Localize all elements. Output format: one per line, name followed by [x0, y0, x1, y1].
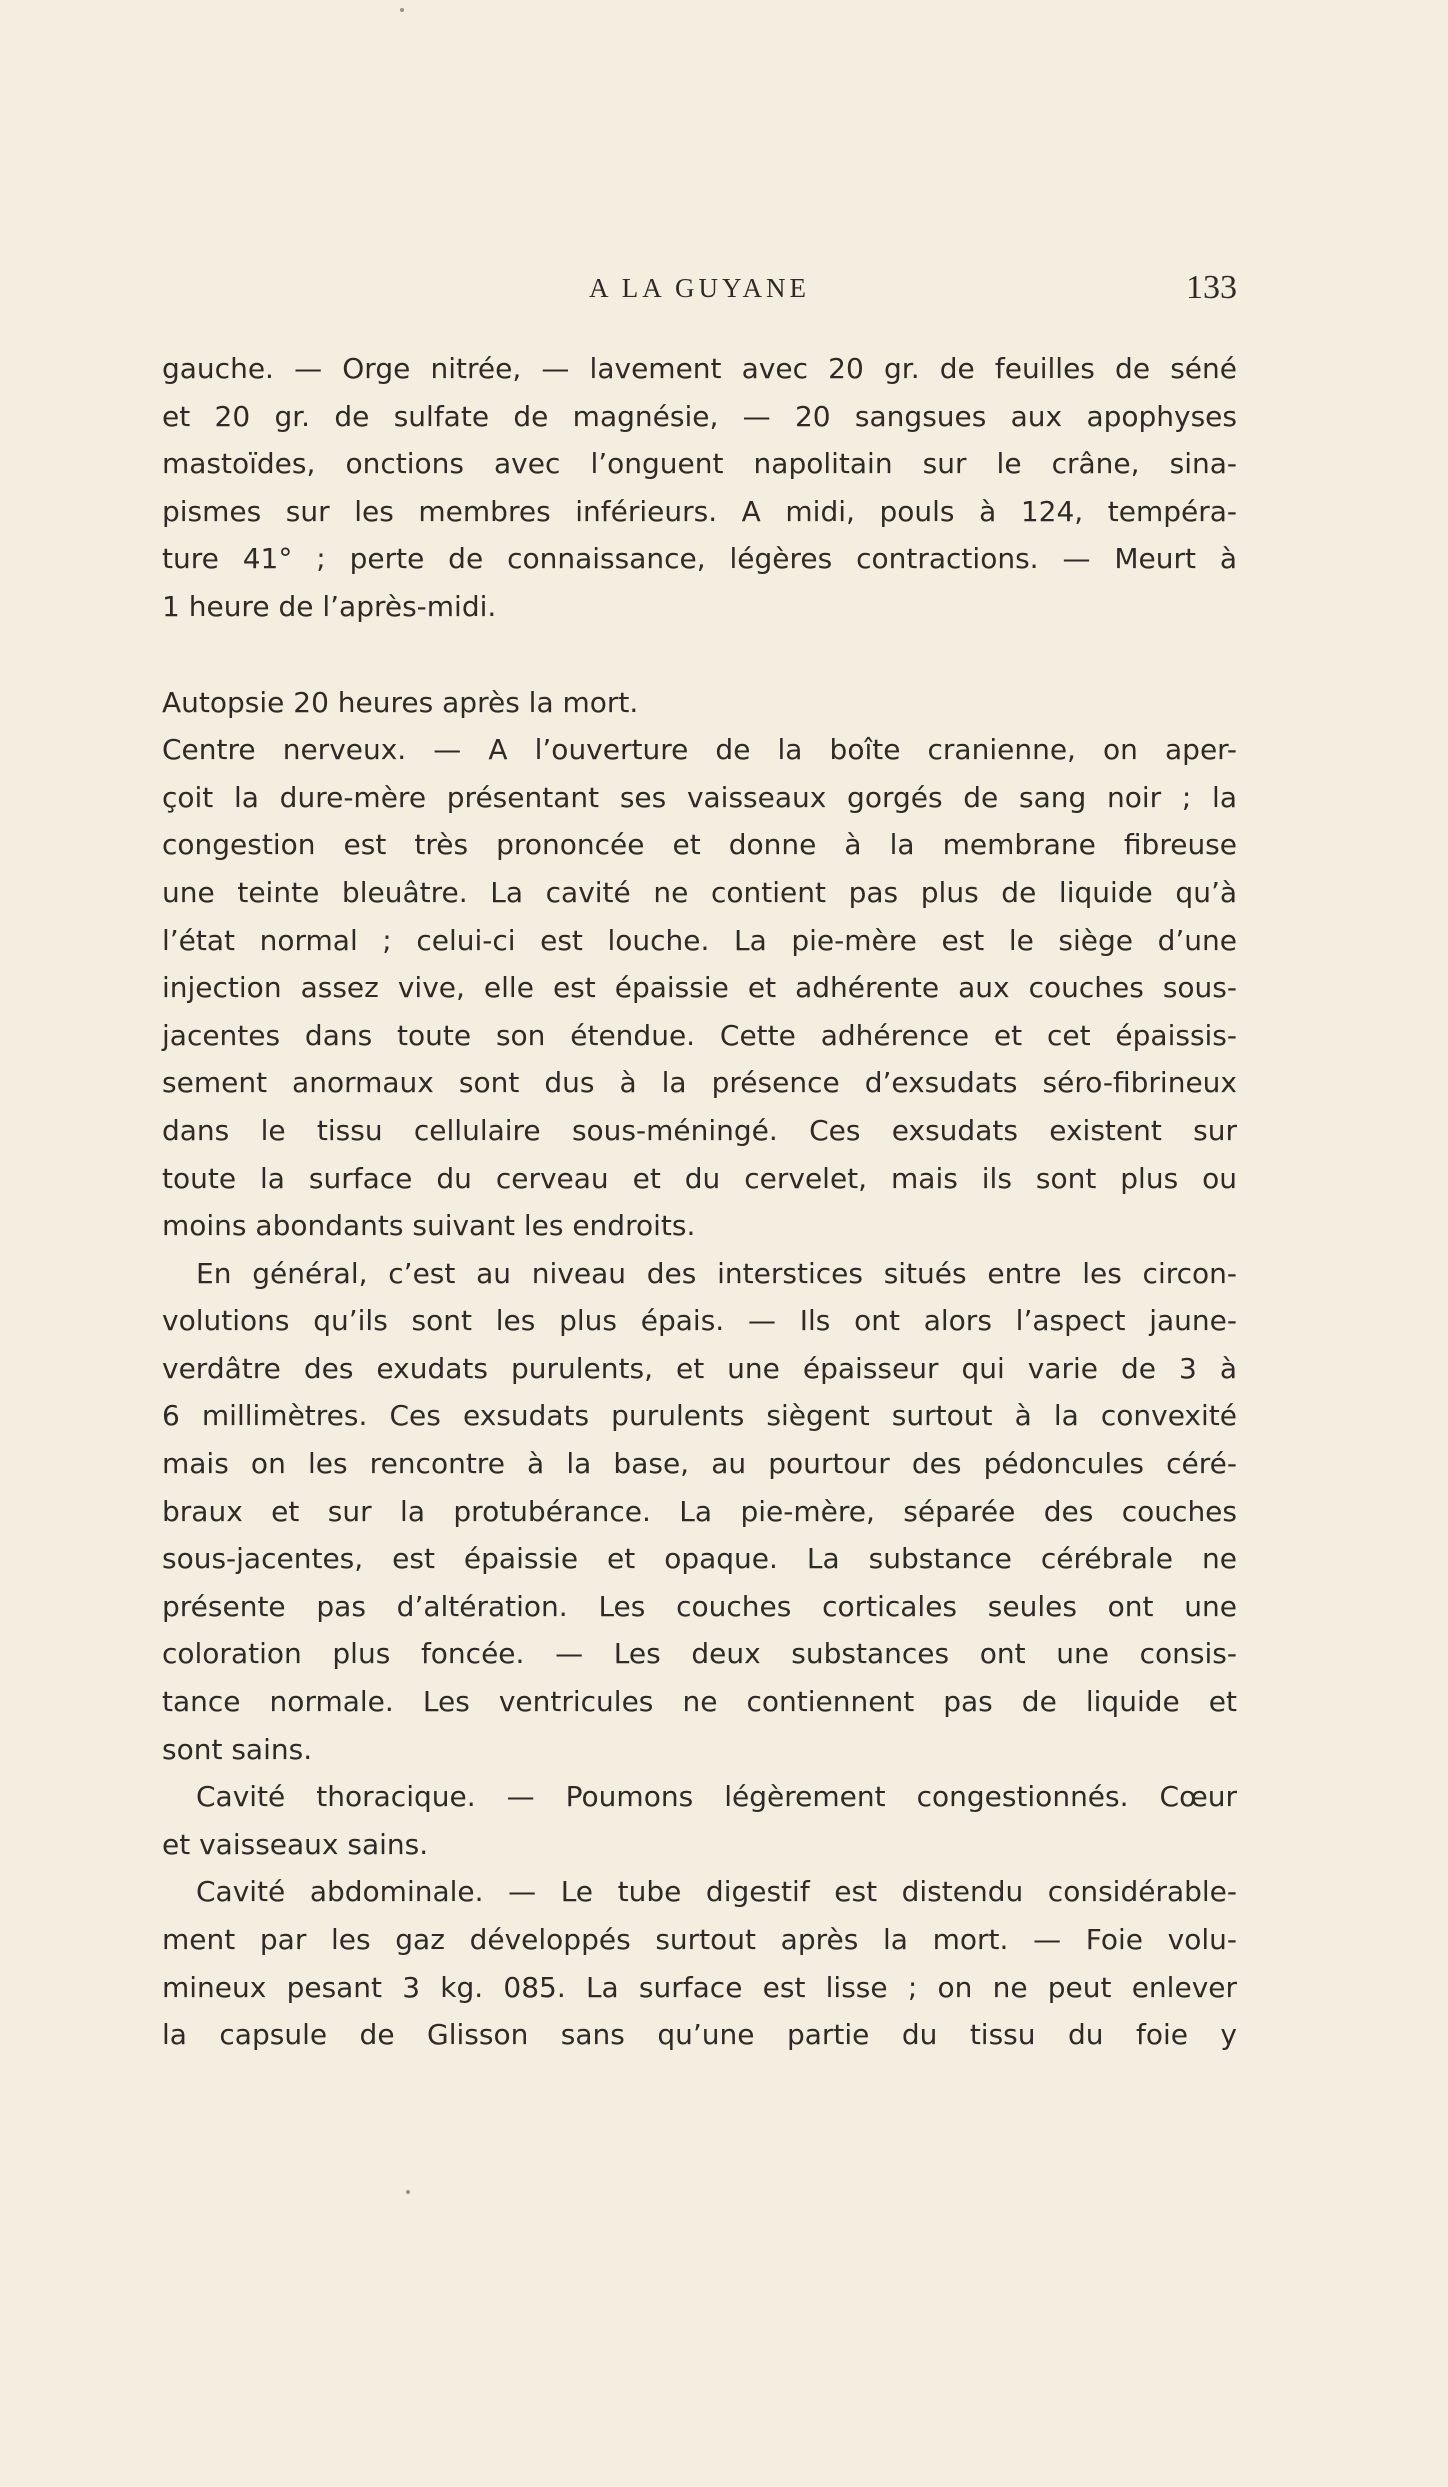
text-line: injection assez vive, elle est épaissie et adhérente aux couches sous- — [162, 971, 1237, 1005]
text-line: braux et sur la protubérance. La pie-mère, séparée des couches — [162, 1494, 1237, 1528]
text-line: çoit la dure-mère présentant ses vaisseaux gorgés de sang noir ; la — [162, 780, 1237, 814]
text-line: tance normale. Les ventricules ne contiennent pas de liquide et — [162, 1685, 1237, 1719]
text-line: pismes sur les membres inférieurs. A midi, pouls à 124, tempéra- — [162, 494, 1237, 528]
paragraph — [162, 679, 1237, 1250]
text-line: et vaisseaux sains. — [162, 1827, 429, 1861]
text-line: gauche. — Orge nitrée, — lavement avec 20 gr. de feuilles de séné — [162, 352, 1237, 385]
text-line: toute la surface du cerveau et du cervelet, mais ils sont plus ou — [162, 1161, 1237, 1195]
text-line: coloration plus foncée. — Les deux substances ont une consis- — [162, 1637, 1237, 1671]
text-line: ment par les gaz développés surtout après la mort. — Foie volu- — [162, 1923, 1237, 1956]
text-line: 6 millimètres. Ces exsudats purulents siègent surtout à la convexité — [162, 1399, 1237, 1433]
text-line: sous-jacentes, est épaissie et opaque. La substance cérébrale ne — [162, 1542, 1237, 1576]
text-line: une teinte bleuâtre. La cavité ne contient pas plus de liquide qu’à — [162, 875, 1237, 909]
paper-speck — [406, 2190, 410, 2194]
text-line: présente pas d’altération. Les couches corticales seules ont une — [162, 1589, 1237, 1623]
text-line: l’état normal ; celui-ci est louche. La pie-mère est le siège d’une — [162, 923, 1237, 957]
text-line: et 20 gr. de sulfate de magnésie, — 20 sangsues aux apophyses — [162, 399, 1237, 433]
text-line: dans le tissu cellulaire sous-méningé. Ces exsudats existent sur — [162, 1113, 1237, 1147]
text-line: sont sains. — [162, 1732, 313, 1766]
paragraph — [162, 1868, 1237, 2058]
text-line: Cavité abdominale. — Le tube digestif est distendu considérable- — [196, 1875, 1237, 1909]
text-line: mastoïdes, onctions avec l’onguent napolitain sur le crâne, sina- — [162, 447, 1237, 481]
paper-speck — [400, 8, 404, 12]
section-gap — [162, 631, 1237, 679]
body-text — [162, 345, 1237, 2059]
paragraph — [162, 345, 1237, 631]
text-line: ture 41° ; perte de connaissance, légères contractions. — Meurt à — [162, 542, 1237, 576]
text-line: 1 heure de l’après-midi. — [162, 589, 497, 623]
text-line: sement anormaux sont dus à la présence d’exsudats séro-fibrineux — [162, 1066, 1237, 1100]
text-line: Cavité thoracique. — Poumons légèrement congestionnés. Cœur — [196, 1780, 1237, 1814]
text-line: moins abondants suivant les endroits. — [162, 1209, 696, 1243]
running-title: A LA GUYANE — [588, 273, 810, 303]
running-header — [162, 268, 1237, 308]
text-line: volutions qu’ils sont les plus épais. — Ils ont alors l’aspect jaune- — [162, 1304, 1237, 1338]
text-line: Autopsie 20 heures après la mort. — [162, 685, 639, 719]
text-line: mais on les rencontre à la base, au pourtour des pédoncules céré- — [162, 1447, 1237, 1481]
text-line: jacentes dans toute son étendue. Cette adhérence et cet épaissis- — [162, 1018, 1237, 1052]
paragraph — [162, 1773, 1237, 1868]
text-line: la capsule de Glisson sans qu’une partie du tissu du foie y — [162, 2018, 1237, 2052]
text-line: verdâtre des exudats purulents, et une épaisseur qui varie de 3 à — [162, 1351, 1237, 1385]
text-line: mineux pesant 3 kg. 085. La surface est lisse ; on ne peut enlever — [162, 1970, 1237, 2004]
text-line: En général, c’est au niveau des interstices situés entre les circon- — [196, 1256, 1237, 1290]
paragraph — [162, 1250, 1237, 1774]
text-line: congestion est très prononcée et donne à la membrane fibreuse — [162, 828, 1237, 862]
text-line: Centre nerveux. — A l’ouverture de la boîte cranienne, on aper- — [162, 733, 1237, 767]
page-number: 133 — [1186, 269, 1237, 306]
